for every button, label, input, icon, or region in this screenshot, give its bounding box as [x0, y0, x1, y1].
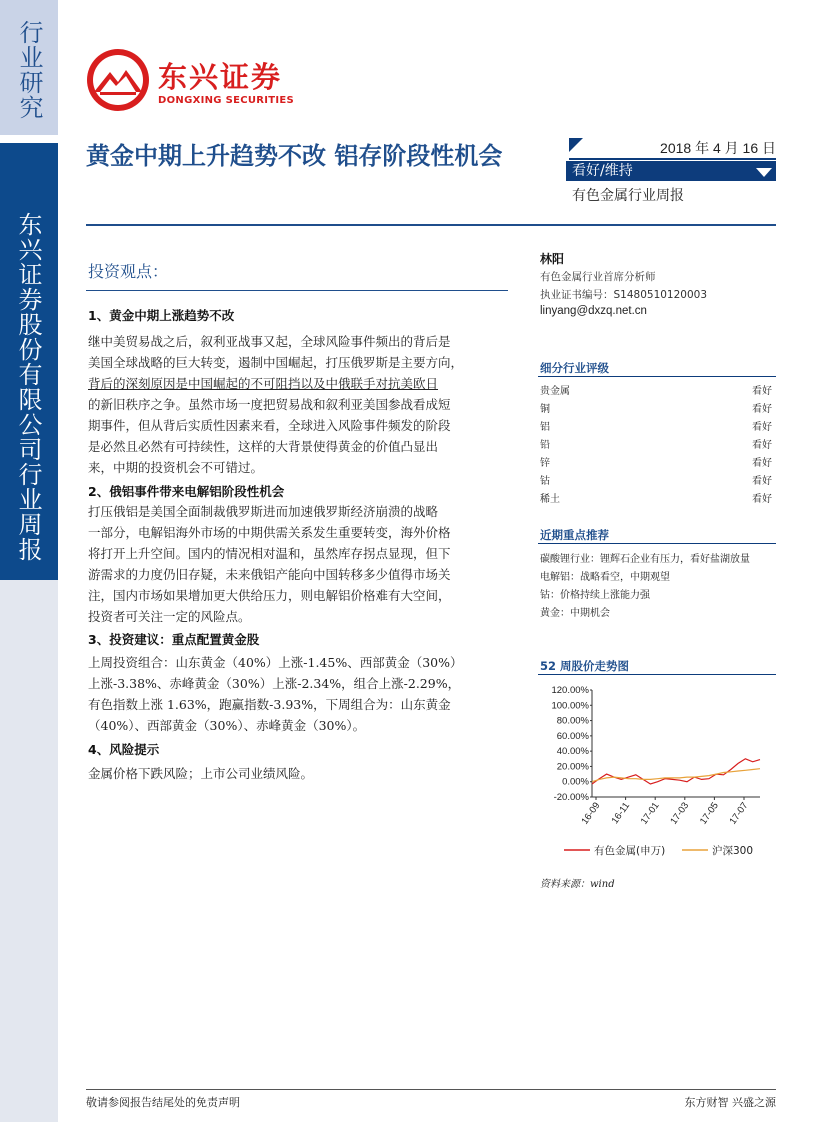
y-tick-label: 80.00% — [556, 715, 589, 727]
body-line: 一部分，电解铝海外市场的中期供需关系发生重要转变，海外价格 — [88, 525, 451, 540]
rating-arrow-icon — [756, 168, 772, 177]
x-tick-label: 17-03 — [668, 800, 692, 827]
rating-row — [540, 382, 772, 397]
dongxing-logo-icon — [86, 48, 150, 112]
section-body — [88, 652, 508, 736]
rating-value: 看好 — [752, 458, 772, 469]
rating-value: 看好 — [752, 440, 772, 451]
brand-name-cn: 东兴证券 — [158, 60, 283, 94]
body-line: （40%）、西部黄金（30%）、赤峰黄金（30%）。 — [88, 718, 366, 733]
body-line: 游需求的力度仍旧存疑，未来俄铝产能向中国转移多少值得市场关 — [88, 567, 451, 582]
rating-value: 看好 — [752, 476, 772, 487]
rating-sector: 铜 — [540, 404, 550, 415]
rating-row — [540, 418, 772, 433]
x-tick-label: 16-09 — [579, 800, 603, 827]
recommendations-divider — [538, 543, 776, 544]
body-line: 是必然且必然有可持续性，这样的大背景使得黄金的价值凸显出 — [88, 439, 439, 454]
section-heading: 1、黄金中期上涨趋势不改 — [88, 308, 235, 323]
y-tick-label: 60.00% — [556, 730, 589, 742]
recommendation-item: 碳酸锂行业：锂辉石企业有压力，看好盐湖放量 — [540, 554, 750, 565]
report-title: 黄金中期上升趋势不改 铝存阶段性机会 — [86, 142, 503, 170]
y-tick-label: 40.00% — [556, 746, 589, 758]
rating-sector: 铅 — [540, 440, 550, 451]
ratings-title: 细分行业评级 — [540, 361, 609, 375]
body-line: 的新旧秩序之争。虽然市场一度把贸易战和叙利亚美国参战看成短 — [88, 397, 451, 412]
sidebar-category-label: 行业研究 — [15, 20, 43, 120]
body-line: 上周投资组合：山东黄金（40%）上涨-1.45%、西部黄金（30%） — [88, 655, 463, 670]
footer-disclaimer: 敬请参阅报告结尾处的免责声明 — [86, 1096, 240, 1109]
rating-value: 看好 — [752, 422, 772, 433]
section-heading: 3、投资建议：重点配置黄金股 — [88, 632, 260, 647]
y-tick-label: 120.00% — [551, 685, 589, 696]
rating-sector: 钴 — [540, 476, 550, 487]
chart-source: 资料来源：wind — [540, 879, 615, 890]
body-line: 美国全球战略的巨大转变，遏制中国崛起，打压俄罗斯是主要方向， — [88, 355, 464, 370]
rating-value: 看好 — [752, 404, 772, 415]
rating-row — [540, 490, 772, 505]
y-tick-label: -20.00% — [553, 792, 589, 803]
section-heading: 2、俄铝事件带来电解铝阶段性机会 — [88, 484, 285, 499]
rating-sector: 贵金属 — [540, 386, 570, 397]
body-line: 背后的深刻原因是中国崛起的不可阻挡以及中俄联手对抗美欧日 — [88, 376, 439, 391]
rating-sector: 锌 — [540, 458, 550, 469]
title-divider — [86, 224, 776, 226]
footer-slogan: 东方财智 兴盛之源 — [684, 1096, 776, 1109]
body-line: 注，国内市场如果增加更大供给压力，则电解铝价格难有大空间， — [88, 588, 451, 603]
body-line: 期事件，但从背后实质性因素来看，全球进入风险事件频发的阶段 — [88, 418, 451, 433]
body-line: 将打开上升空间。国内的情况相对温和，虽然库存拐点显现，但下 — [88, 546, 451, 561]
rating-sector: 铝 — [540, 422, 550, 433]
rating-row — [540, 472, 772, 487]
x-tick-label: 17-07 — [727, 800, 751, 827]
recommendation-item: 黄金：中期机会 — [540, 608, 610, 619]
body-line: 金属价格下跌风险；上市公司业绩风险。 — [88, 766, 314, 781]
footer-divider — [86, 1089, 776, 1090]
rating-sector: 稀土 — [540, 494, 560, 505]
report-type: 有色金属行业周报 — [572, 188, 684, 204]
body-line: 打压俄铝是美国全面制裁俄罗斯进而加速俄罗斯经济崩溃的战略 — [88, 504, 439, 519]
rating-row — [540, 436, 772, 451]
y-tick-label: 0.00% — [562, 776, 589, 788]
ratings-divider — [538, 376, 776, 377]
analyst-email[interactable]: linyang@dxzq.net.cn — [540, 305, 647, 317]
x-tick-label: 16-11 — [609, 800, 633, 827]
brand-name-en: DONGXING SECURITIES — [158, 95, 295, 106]
section-body — [88, 763, 508, 784]
analyst-name: 林阳 — [540, 252, 565, 266]
rating-row — [540, 400, 772, 415]
body-line: 有色指数上涨 1.63%，跑赢指数-3.93%，下周组合为：山东黄金 — [88, 697, 451, 712]
recommendations-title: 近期重点推荐 — [540, 528, 609, 542]
recommendation-item: 电解铝：战略看空，中期观望 — [540, 572, 670, 583]
recommendation-item: 钴：价格持续上涨能力强 — [540, 590, 650, 601]
chart-title: 52 周股价走势图 — [540, 659, 630, 673]
section-title: 投资观点： — [88, 262, 169, 281]
section-body — [88, 501, 508, 627]
header-corner-mark — [569, 138, 583, 152]
section-body — [88, 331, 508, 478]
sidebar-bottom-band — [0, 580, 58, 1122]
price-chart — [528, 680, 776, 870]
chart-divider — [538, 674, 776, 675]
rating-value: 看好 — [752, 386, 772, 397]
header-divider — [569, 158, 776, 160]
report-date: 2018 年 4 月 16 日 — [660, 140, 776, 156]
body-line: 投资者可关注一定的风险点。 — [88, 609, 251, 624]
body-line: 上涨-3.38%、赤峰黄金（30%）上涨-2.34%，组合上涨-2.29%， — [88, 676, 461, 691]
sidebar-doc-label: 东兴证券股份有限公司行业周报 — [14, 212, 42, 562]
analyst-title: 有色金属行业首席分析师 — [540, 271, 656, 283]
x-tick-label: 17-05 — [697, 800, 721, 827]
legend-label: 有色金属(申万) — [594, 845, 666, 857]
section-divider — [86, 290, 508, 291]
rating-value: 看好 — [752, 494, 772, 505]
rating-badge: 看好/维持 — [566, 161, 776, 181]
analyst-license: 执业证书编号：S1480510120003 — [540, 289, 708, 301]
legend-label: 沪深300 — [712, 845, 754, 857]
body-line: 来，中期的投资机会不可错过。 — [88, 460, 264, 475]
y-tick-label: 20.00% — [556, 761, 589, 773]
body-line: 继中美贸易战之后，叙利亚战事又起，全球风险事件频出的背后是 — [88, 334, 451, 349]
x-tick-label: 17-01 — [638, 800, 662, 827]
y-tick-label: 100.00% — [551, 700, 589, 712]
rating-row — [540, 454, 772, 469]
section-heading: 4、风险提示 — [88, 742, 160, 757]
